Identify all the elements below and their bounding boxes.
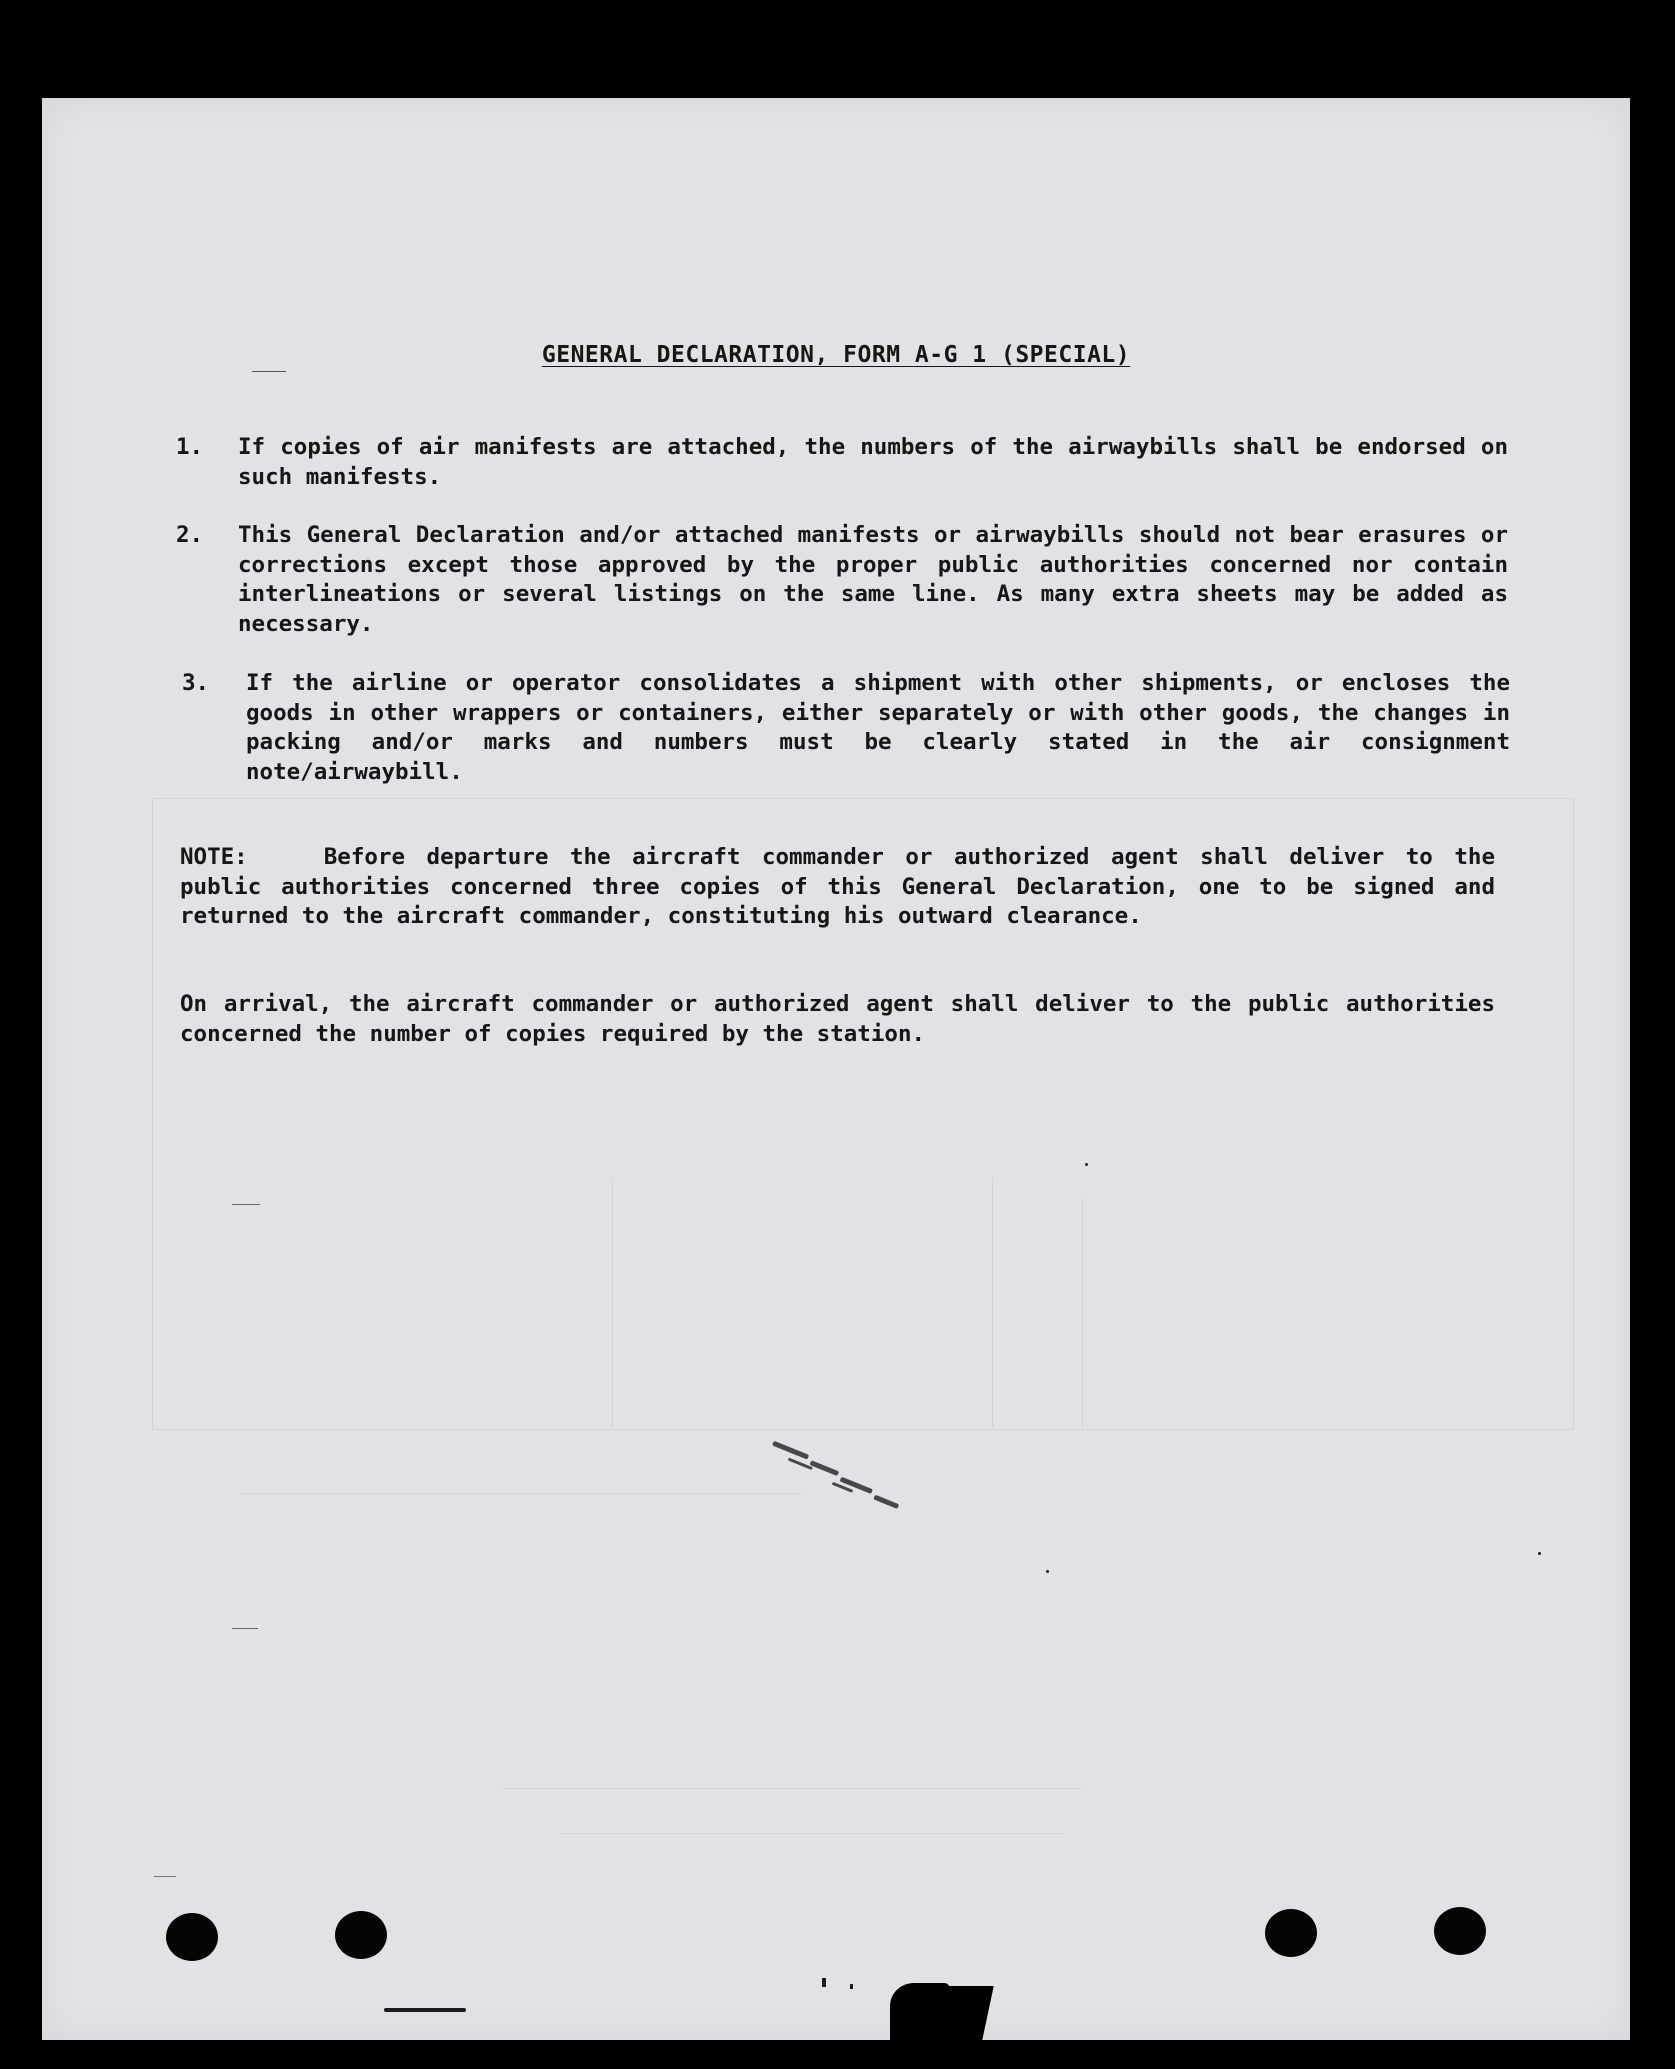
list-item-number: 1. [176, 434, 204, 460]
note-paragraph [180, 843, 1495, 932]
scan-tick [232, 1204, 260, 1205]
page-title: GENERAL DECLARATION, FORM A-G 1 (SPECIAL) [541, 342, 1131, 368]
note-text: Before departure the aircraft commander or authorized agent shall deliver to the public authorities concerned three copies of this General Declaration, one to be signed and returned to the aircraft commander, constituting his outward clearance. [180, 844, 1495, 929]
smudged-stamp [762, 1433, 916, 1526]
arrival-paragraph [180, 990, 1495, 1049]
arrival-text: On arrival, the aircraft commander or authorized agent shall deliver to the public authorities concerned the number of copies required by the station. [180, 991, 1495, 1047]
scan-speck [1046, 1570, 1049, 1573]
edge-debris [850, 1984, 853, 1989]
scan-tick [252, 371, 286, 372]
bleed-through-rule [502, 1788, 1082, 1789]
punch-hole [335, 1911, 387, 1959]
bleed-through-column [992, 1178, 993, 1428]
punch-hole [1434, 1907, 1486, 1955]
edge-debris [822, 1978, 826, 1987]
scan-tick [154, 1876, 176, 1877]
list-item-text: This General Declaration and/or attached manifests or airwaybills should not bear erasures or corrections except those approved by the proper public authorities concerned nor contain interlineations or several listings on the same line. As many extra sheets may be added as necessary. [238, 522, 1508, 637]
bleed-through-rule [562, 1833, 1062, 1834]
list-item-number: 3. [182, 670, 210, 696]
punch-hole [166, 1913, 218, 1961]
scan-speck [1538, 1552, 1541, 1555]
scan-speck [1085, 1163, 1088, 1166]
document-page [42, 98, 1630, 2040]
list-item-text: If copies of air manifests are attached, the numbers of the airwaybills shall be endorsed on such manifests. [238, 434, 1508, 490]
note-label: NOTE: [180, 844, 248, 870]
bleed-through-column [1082, 1198, 1083, 1428]
bleed-through-column [612, 1178, 613, 1428]
punch-hole [1265, 1909, 1317, 1957]
bleed-through-rule [242, 1493, 802, 1494]
edge-debris [384, 2008, 466, 2012]
list-item-number: 2. [176, 522, 204, 548]
list-item-text: If the airline or operator consolidates a shipment with other shipments, or encloses the goods in other wrappers or containers, either separately or with other goods, the changes in packing and/or marks and numbers must be clearly stated in the air consignment note/airwaybill. [246, 670, 1510, 785]
scan-tick [232, 1628, 258, 1629]
